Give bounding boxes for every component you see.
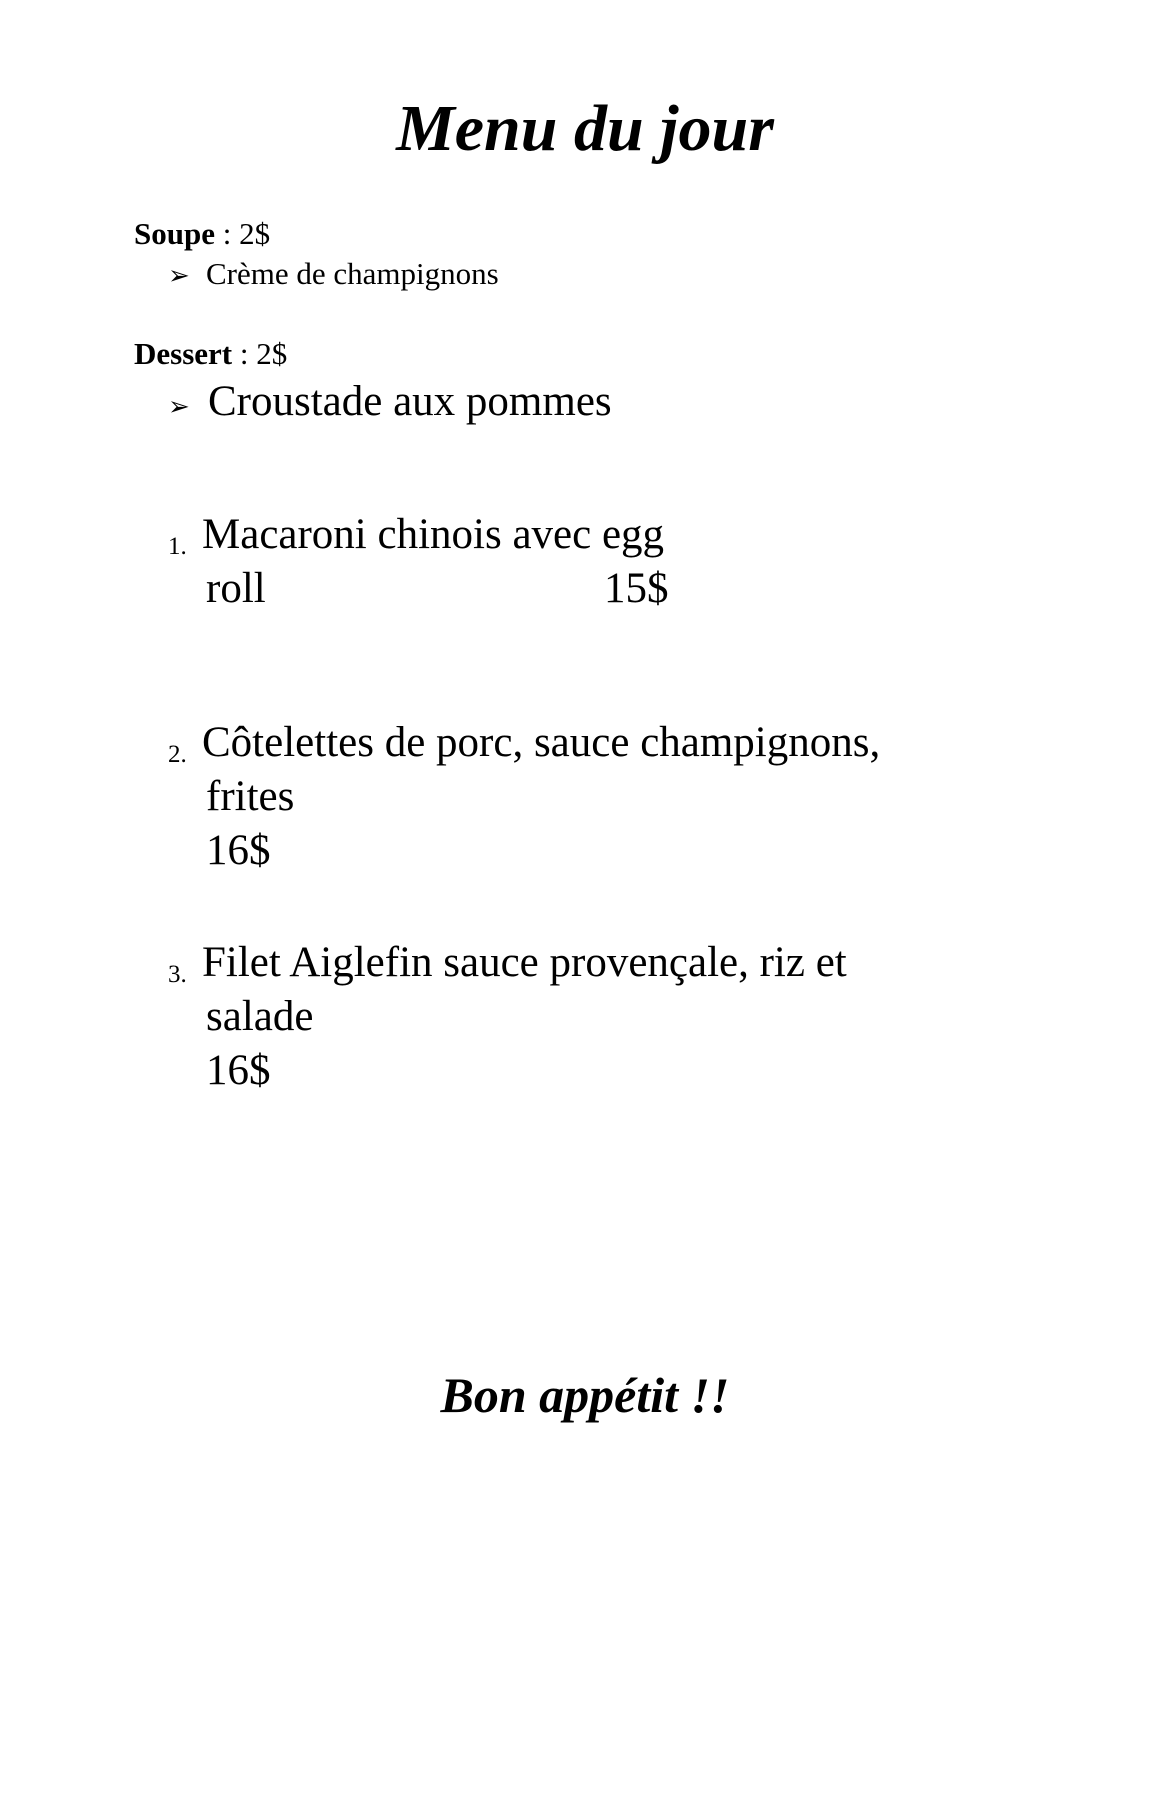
soup-price: 2$: [239, 216, 271, 251]
dish-line-2: [202, 562, 669, 616]
dish-description: [202, 716, 880, 878]
dish-line-2: frites: [206, 773, 295, 820]
dish-line-2: salade: [206, 993, 314, 1040]
soup-separator: :: [214, 216, 240, 251]
dessert-label: Dessert: [134, 336, 233, 371]
dish-line-1: Filet Aiglefin sauce provençale, riz et: [202, 939, 847, 986]
page-title: Menu du jour: [396, 92, 774, 165]
soup-item-text: Crème de champignons: [206, 256, 499, 291]
dessert-item-text: Croustade aux pommes: [208, 378, 612, 425]
dessert-separator: :: [232, 336, 257, 371]
dish-number: 2.: [168, 741, 187, 768]
dish-price: 15$: [604, 565, 669, 612]
dish-line-1: Côtelettes de porc, sauce champignons,: [202, 719, 881, 766]
dish-price: 16$: [206, 827, 271, 874]
dish-line-2-text: roll: [206, 565, 266, 612]
arrowhead-bullet-icon: ➢: [168, 392, 190, 422]
dish-number: 1.: [168, 533, 187, 560]
dessert-price: 2$: [256, 336, 288, 371]
dish-description: [202, 936, 847, 1098]
soup-item: [168, 258, 499, 289]
dish-description: [202, 508, 669, 616]
dessert-heading: [134, 338, 287, 369]
dessert-item: [168, 380, 612, 423]
arrowhead-bullet-icon: ➢: [168, 261, 190, 291]
dish-price: 16$: [206, 1047, 271, 1094]
dish-line-1: Macaroni chinois avec egg: [202, 511, 665, 558]
dish-number: 3.: [168, 961, 187, 988]
closing-message: Bon appétit !!: [440, 1367, 730, 1423]
soup-label: Soupe: [134, 216, 215, 251]
soup-heading: [134, 218, 270, 249]
